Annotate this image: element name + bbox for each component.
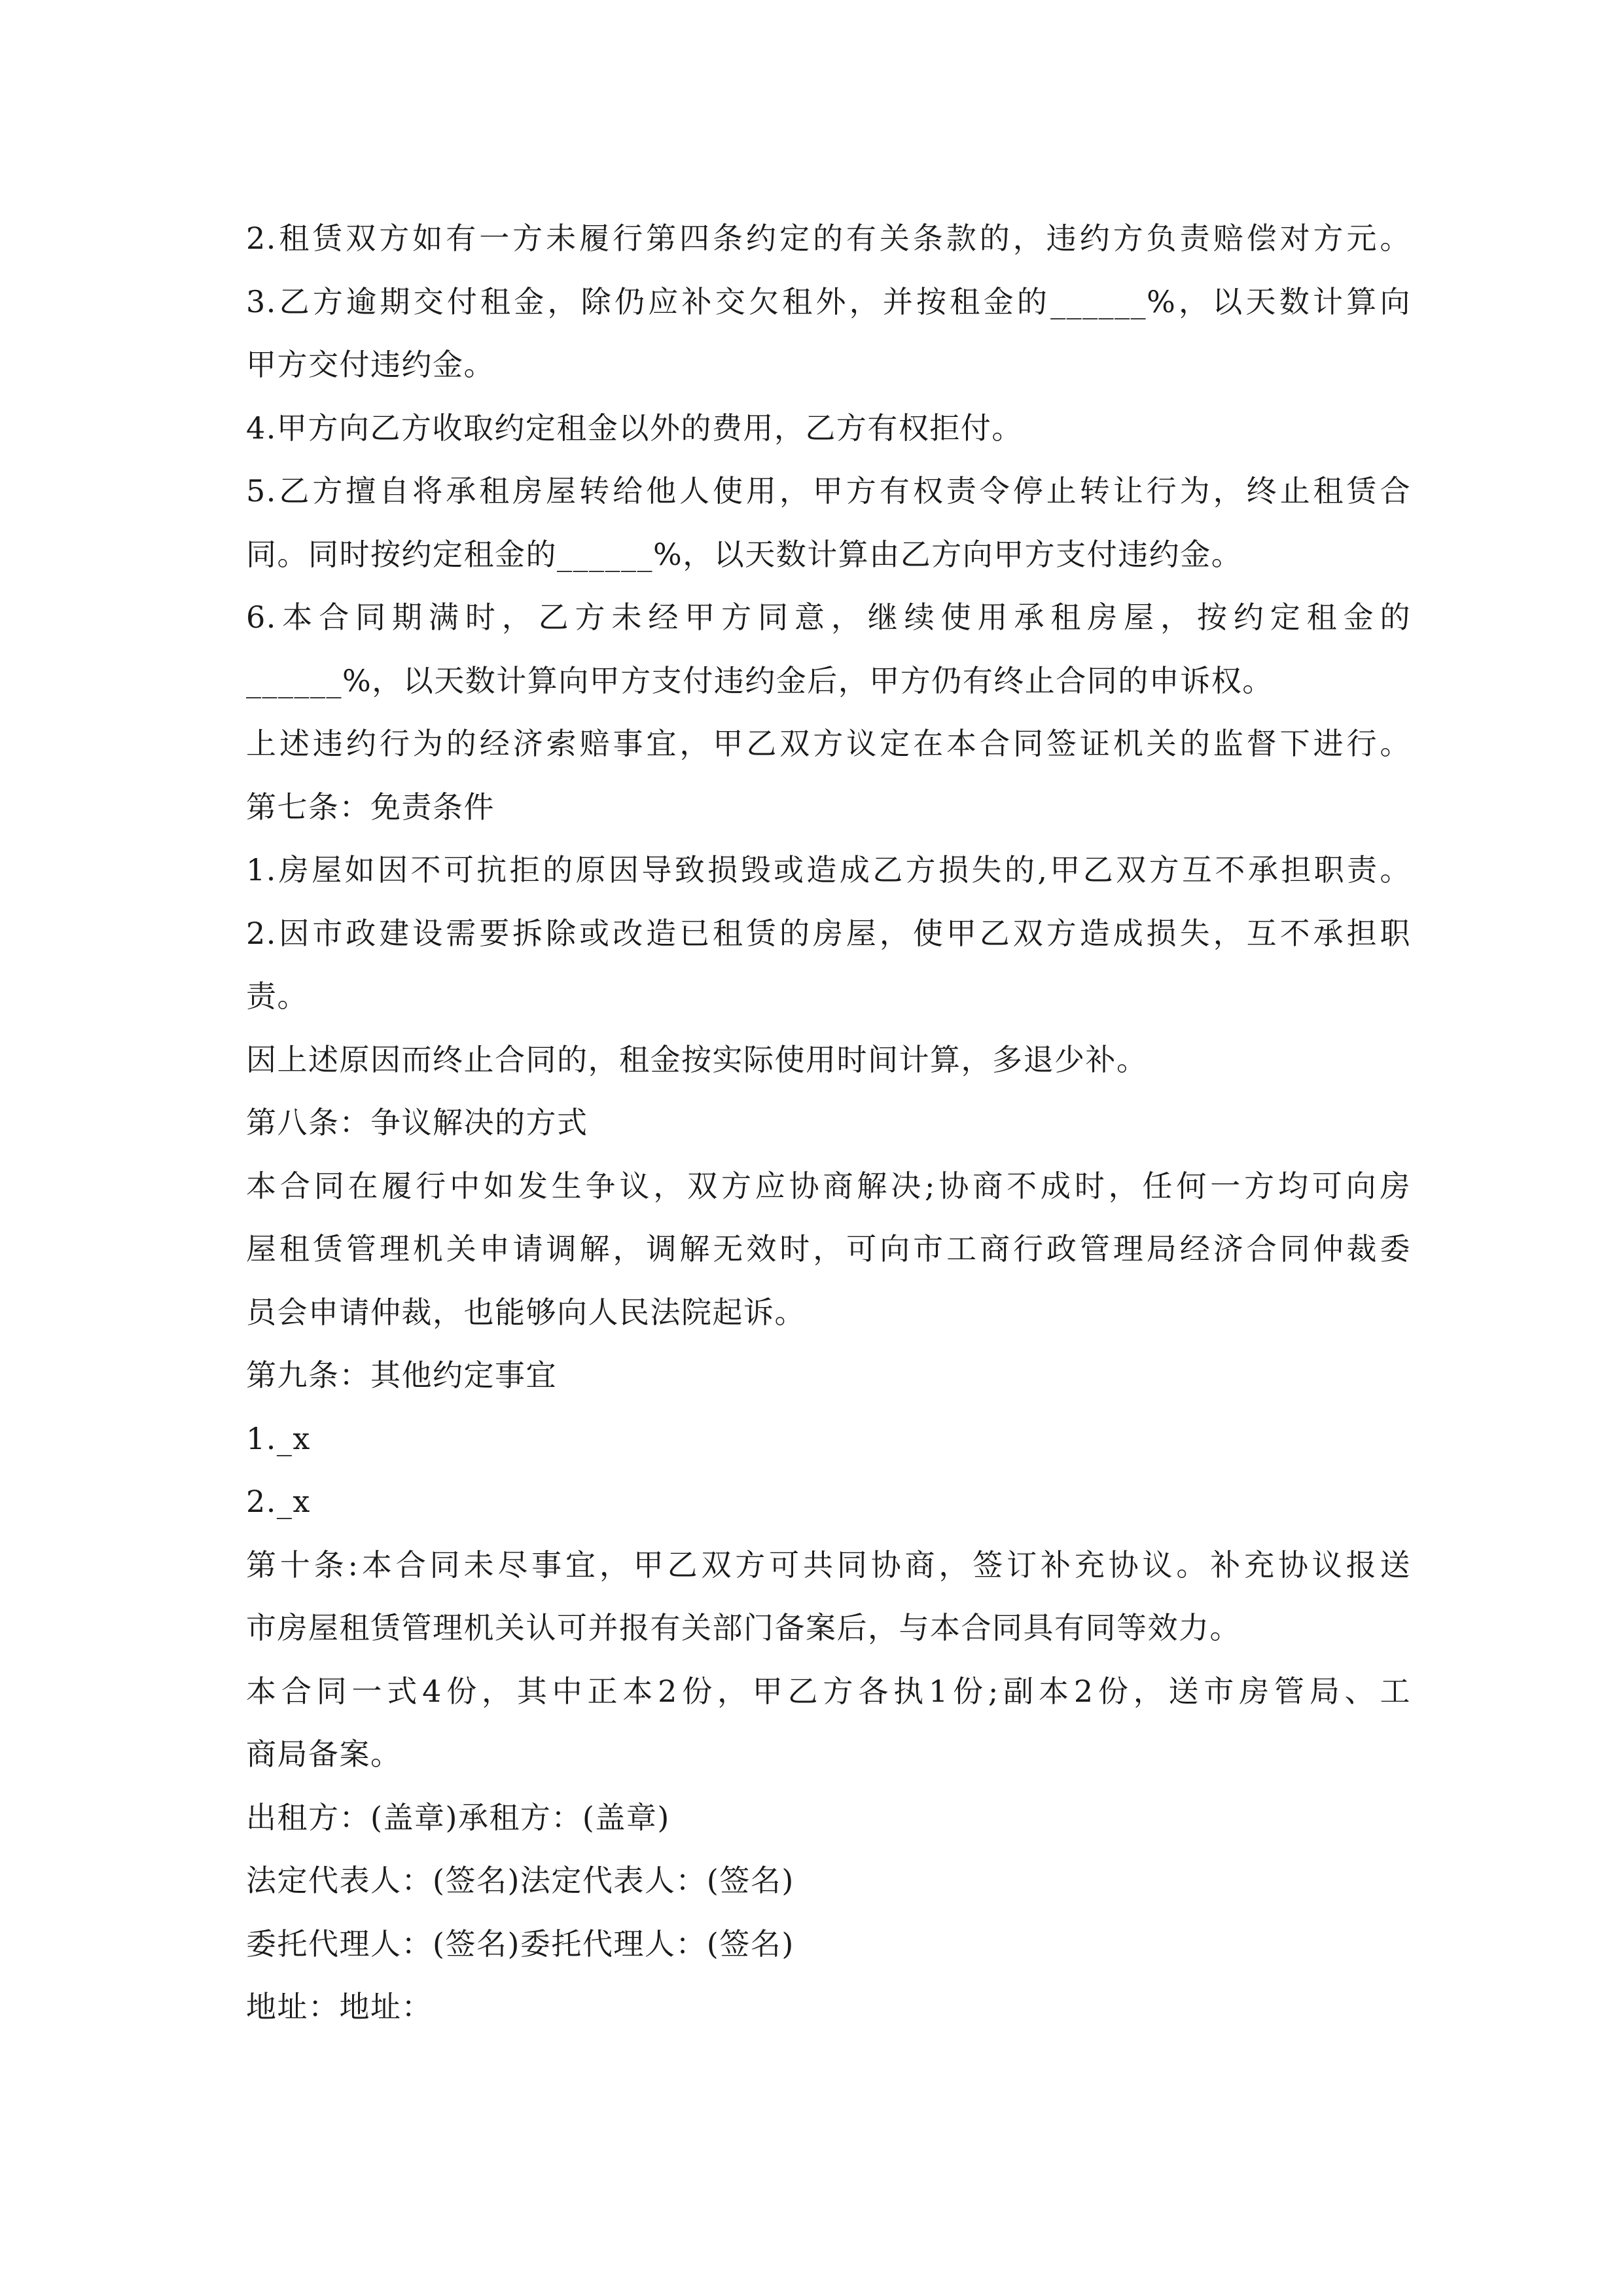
clause-line: 1._x xyxy=(246,1420,311,1456)
clause-line: 本合同一式4份，其中正本2份，甲乙方各执1份;副本2份，送市房管局、工 xyxy=(246,1673,1411,1709)
clause-line: 5.乙方擅自将承租房屋转给他人使用，甲方有权责令停止转让行为，终止租赁合 xyxy=(246,473,1411,509)
clause-line: 上述违约行为的经济索赔事宜，甲乙双方议定在本合同签证机关的监督下进行。 xyxy=(246,726,1411,761)
clause-line: 屋租赁管理机关申请调解，调解无效时，可向市工商行政管理局经济合同仲裁委 xyxy=(246,1231,1411,1266)
clause-line: 3.乙方逾期交付租金，除仍应补交欠租外，并按租金的______%，以天数计算向 xyxy=(246,283,1411,319)
signature-line-representatives: 法定代表人：(签名)法定代表人：(签名) xyxy=(246,1863,794,1898)
clause-line: 2._x xyxy=(246,1484,311,1519)
clause-line: 同。同时按约定租金的______%，以天数计算由乙方向甲方支付违约金。 xyxy=(246,536,1243,572)
clause-line: 1.房屋如因不可抗拒的原因导致损毁或造成乙方损失的,甲乙双方互不承担职责。 xyxy=(246,852,1411,888)
clause-line: ______%，以天数计算向甲方支付违约金后，甲方仍有终止合同的申诉权。 xyxy=(246,662,1274,698)
clause-line: 2.因市政建设需要拆除或改造已租赁的房屋，使甲乙双方造成损失，互不承担职 xyxy=(246,915,1411,951)
clause-line: 市房屋租赁管理机关认可并报有关部门备案后，与本合同具有同等效力。 xyxy=(246,1610,1241,1645)
signature-line-parties: 出租方：(盖章)承租方：(盖章) xyxy=(246,1799,670,1835)
clause-line: 员会申请仲裁，也能够向人民法院起诉。 xyxy=(246,1294,806,1330)
signature-line-agents: 委托代理人：(签名)委托代理人：(签名) xyxy=(246,1926,794,1962)
clause-line: 责。 xyxy=(246,978,308,1014)
clause-line: 甲方交付违约金。 xyxy=(246,347,495,382)
clause-line: 2.租赁双方如有一方未履行第四条约定的有关条款的，违约方负责赔偿对方元。 xyxy=(246,221,1411,256)
clause-line: 第十条:本合同未尽事宜，甲乙双方可共同协商，签订补充协议。补充协议报送 xyxy=(246,1547,1411,1583)
clause-line: 因上述原因而终止合同的，租金按实际使用时间计算，多退少补。 xyxy=(246,1041,1148,1077)
section-heading: 第九条：其他约定事宜 xyxy=(246,1357,557,1393)
signature-line-addresses: 地址：地址： xyxy=(246,1989,433,2024)
section-heading: 第八条：争议解决的方式 xyxy=(246,1105,588,1140)
clause-line: 商局备案。 xyxy=(246,1736,402,1772)
clause-line: 4.甲方向乙方收取约定租金以外的费用，乙方有权拒付。 xyxy=(246,410,1023,446)
section-heading: 第七条：免责条件 xyxy=(246,789,495,825)
document-body xyxy=(246,207,1411,2039)
clause-line: 本合同在履行中如发生争议，双方应协商解决;协商不成时，任何一方均可向房 xyxy=(246,1168,1411,1204)
clause-line: 6.本合同期满时，乙方未经甲方同意，继续使用承租房屋，按约定租金的 xyxy=(246,600,1411,635)
